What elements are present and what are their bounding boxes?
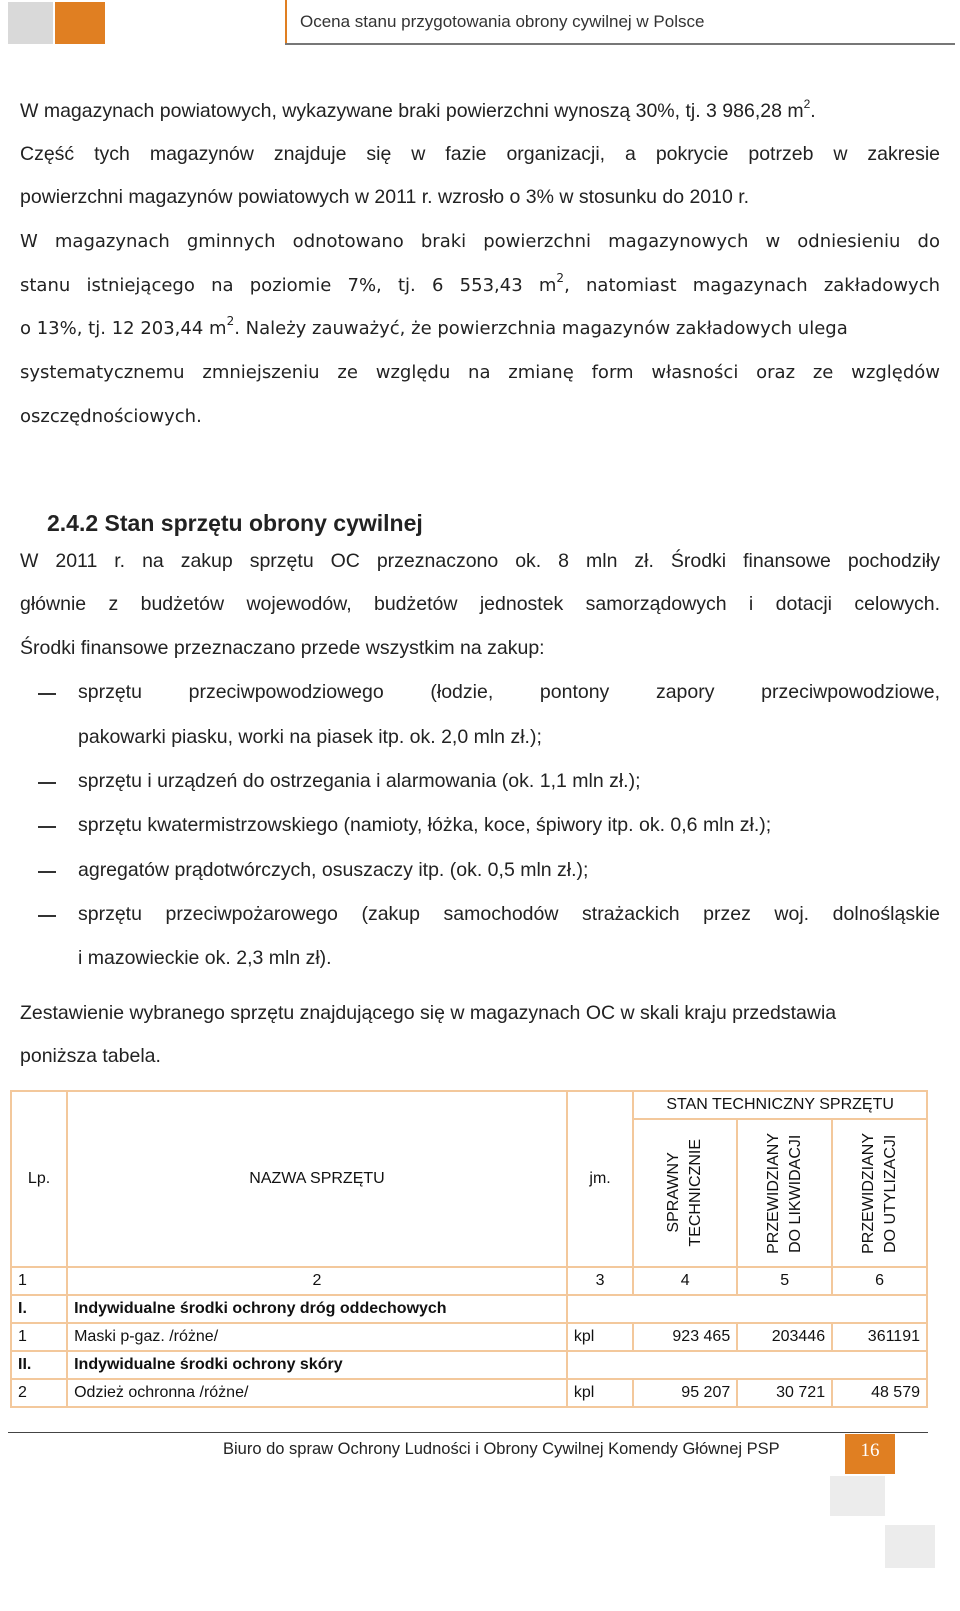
- bullet-dash: [38, 871, 56, 873]
- table-cell: 6: [832, 1267, 927, 1295]
- header-orange-block: [55, 2, 105, 44]
- table-cell: 3: [567, 1267, 633, 1295]
- bullet-dash: [38, 915, 56, 917]
- table-cell: 4: [633, 1267, 737, 1295]
- table-cell: 30 721: [737, 1379, 832, 1407]
- bullet-dash: [38, 826, 56, 828]
- para2-line4: systematycznemu zmniejszeniu ze względu na zmianę form własności oraz ze względów: [20, 362, 940, 383]
- header-gray-block: [8, 2, 53, 44]
- header-unit: jm.: [567, 1091, 633, 1267]
- table-cell: Maski p-gaz. /różne/: [67, 1323, 567, 1351]
- para2-line2: stanu istniejącego na poziomie 7%, tj. 6 553,43 $m^2$, natomiast magazynach zakładowych: [20, 271, 940, 296]
- running-title: Ocena stanu przygotowania obrony cywilnej w Polsce: [300, 12, 705, 31]
- para1-line2: Część tych magazynów znajduje się w fazie organizacji, a pokrycie potrzeb w zakresie: [20, 143, 940, 165]
- bullet-dash: [38, 782, 56, 784]
- header-name: NAZWA SPRZĘTU: [67, 1091, 567, 1267]
- header-rule: [285, 43, 955, 45]
- para1-line3: powierzchni magazynów powiatowych w 2011 r. wzrosło o 3% w stosunku do 2010 r.: [20, 186, 750, 208]
- table-group-row: [11, 1295, 927, 1323]
- header-group: STAN TECHNICZNY SPRZĘTU: [633, 1091, 927, 1119]
- para3-line1: W 2011 r. na zakup sprzętu OC przeznaczono ok. 8 mln zł. Środki finansowe pochodziły: [20, 550, 940, 572]
- footer-gray-block: [830, 1476, 885, 1516]
- table-cell: 923 465: [633, 1323, 737, 1351]
- para4-line2: poniższa tabela.: [20, 1045, 161, 1067]
- header-lp: Lp.: [11, 1091, 67, 1267]
- para1-line1: W magazynach powiatowych, wykazywane braki powierzchni wynoszą 30%, tj. 3 986,28 $m^2$.: [20, 97, 816, 122]
- bullet-1-line2: pakowarki piasku, worki na piasek itp. ok. 2,0 mln zł.);: [78, 726, 542, 748]
- para2-line1: W magazynach gminnych odnotowano braki powierzchni magazynowych w odniesieniu do: [20, 231, 940, 252]
- table-cell: II.: [11, 1351, 67, 1379]
- table-cell: 95 207: [633, 1379, 737, 1407]
- footer-text: Biuro do spraw Ochrony Ludności i Obrony Cywilnej Komendy Głównej PSP: [223, 1440, 780, 1458]
- table-cell: [567, 1351, 927, 1379]
- table-cell: kpl: [567, 1323, 633, 1351]
- equipment-table: [10, 1090, 928, 1408]
- table-row: [11, 1379, 927, 1407]
- page-number: 16: [860, 1440, 880, 1461]
- table-cell: Indywidualne środki ochrony dróg oddechowych: [67, 1295, 567, 1323]
- bullet-5-line1: sprzętu przeciwpożarowego (zakup samochodów strażackich przez woj. dolnośląskie: [78, 903, 940, 925]
- table-cell: 361191: [832, 1323, 927, 1351]
- bullet-2: sprzętu i urządzeń do ostrzegania i alarmowania (ok. 1,1 mln zł.);: [78, 770, 641, 792]
- bullet-dash: [38, 693, 56, 695]
- bullet-4: agregatów prądotwórczych, osuszaczy itp. (ok. 0,5 mln zł.);: [78, 859, 589, 881]
- table-cell: [567, 1295, 927, 1323]
- bullet-5-line2: i mazowieckie ok. 2,3 mln zł).: [78, 947, 332, 969]
- table-cell: 1: [11, 1267, 67, 1295]
- para3-line2: głównie z budżetów wojewodów, budżetów jednostek samorządowych i dotacji celowych.: [20, 593, 940, 615]
- table-cell: 5: [737, 1267, 832, 1295]
- bullet-1-line1: sprzętu przeciwpowodziowego (łodzie, pontony zapory przeciwpowodziowe,: [78, 681, 940, 703]
- table-cell: kpl: [567, 1379, 633, 1407]
- table-row: [11, 1323, 927, 1351]
- para2-line3: o 13%, tj. 12 203,44 $m^2$. Należy zauważyć, że powierzchnia magazynów zakładowych ulega: [20, 314, 848, 339]
- para4-line1: Zestawienie wybranego sprzętu znajdującego się w magazynach OC w skali kraju przedstawia: [20, 1002, 837, 1024]
- header-sprawny: SPRAWNY TECHNICZNIE: [633, 1119, 737, 1267]
- table-cell: 1: [11, 1323, 67, 1351]
- table-cell: 203446: [737, 1323, 832, 1351]
- footer-gray-block: [885, 1525, 935, 1568]
- header-utylizacja: PRZEWIDZIANY DO UTYLIZACJI: [832, 1119, 927, 1267]
- header-likwidacja: PRZEWIDZIANY DO LIKWIDACJI: [737, 1119, 832, 1267]
- table-cell: 2: [11, 1379, 67, 1407]
- table-group-row: [11, 1351, 927, 1379]
- table-cell: Odzież ochronna /różne/: [67, 1379, 567, 1407]
- para2-line5: oszczędnościowych.: [20, 406, 202, 427]
- bullet-3: sprzętu kwatermistrzowskiego (namioty, łóżka, koce, śpiwory itp. ok. 0,6 mln zł.);: [78, 814, 772, 836]
- section-heading: 2.4.2 Stan sprzętu obrony cywilnej: [47, 510, 423, 536]
- table-row-numbers: [11, 1267, 927, 1295]
- header-divider: [285, 0, 287, 44]
- para3-line3: Środki finansowe przeznaczano przede wszystkim na zakup:: [20, 637, 545, 659]
- table-cell: 2: [67, 1267, 567, 1295]
- table-cell: 48 579: [832, 1379, 927, 1407]
- footer-rule: [8, 1432, 928, 1433]
- table-cell: Indywidualne środki ochrony skóry: [67, 1351, 567, 1379]
- table-cell: I.: [11, 1295, 67, 1323]
